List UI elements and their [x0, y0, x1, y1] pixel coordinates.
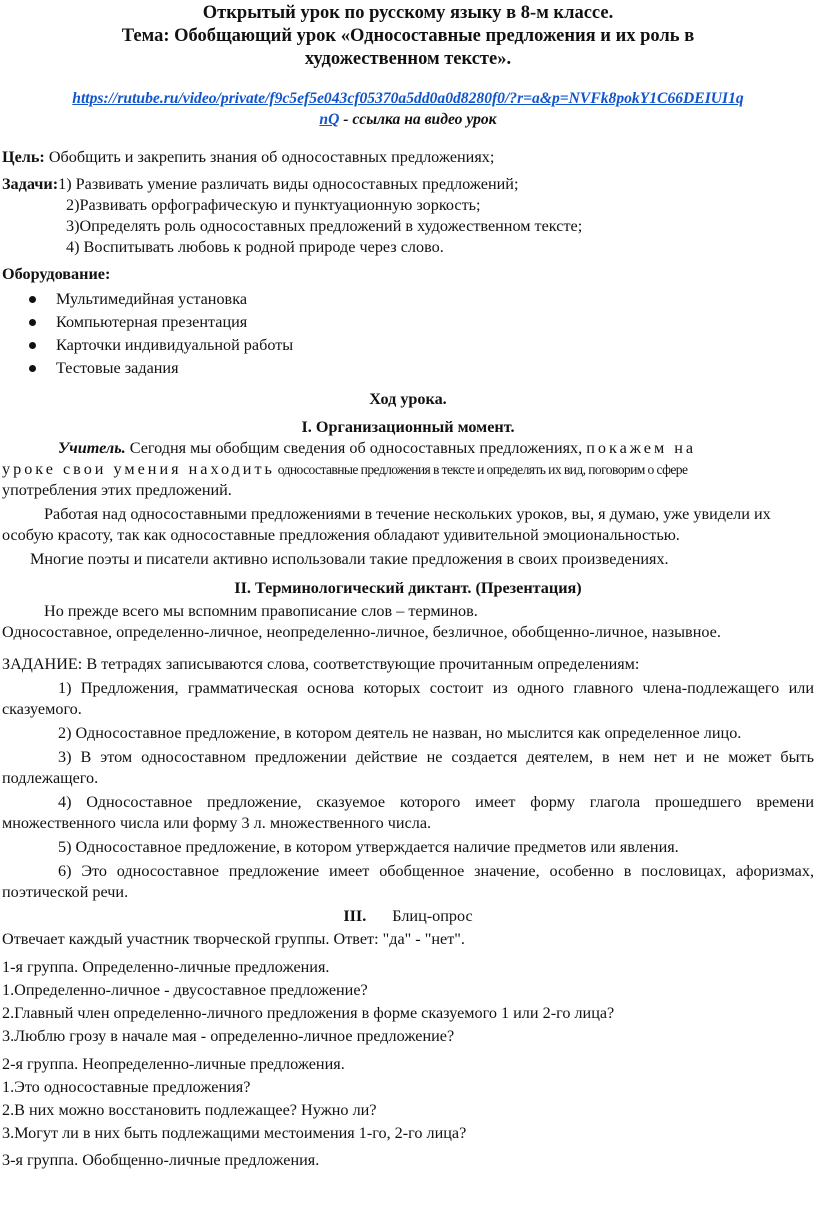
lesson-heading: Ход урока. — [369, 390, 447, 408]
goal-label: Цель: — [2, 148, 45, 166]
group-2-question: 2.В них можно восстановить подлежащее? Нужно ли? — [2, 1101, 377, 1119]
dictation-intro: Но прежде всего мы вспомним правописание слов – терминов. — [44, 602, 478, 620]
definition-item: 3) В этом односоставном предложении действие не создается деятелем, в нем нет и не может быть подлежащего. — [2, 748, 814, 787]
tasks-block — [0, 174, 816, 258]
list-item: Тестовые задания — [0, 357, 816, 380]
video-link-continuation[interactable]: nQ — [319, 111, 340, 128]
bullet-icon — [29, 296, 36, 303]
definition-item: 2) Односоставное предложение, в котором деятель не назван, но мыслится как определенное лицо. — [58, 724, 742, 742]
title-line-2: Тема: Обобщающий урок «Односоставные предложения и их роль в — [121, 26, 695, 46]
task-item: 1) Развивать умение различать виды односоставных предложений; — [58, 175, 519, 193]
video-link[interactable]: https://rutube.ru/video/private/f9c5ef5e043cf05370a5dd0a0d8280f0/?r=a&p=NVFk8pokY1C66DEIUI1q — [72, 90, 744, 107]
goal-line — [0, 147, 816, 168]
list-item: Карточки индивидуальной работы — [0, 334, 816, 357]
definition-item: 6) Это односоставное предложение имеет обобщенное значение, особенно в пословицах, афоризмах, поэтической речи. — [2, 862, 814, 901]
section-3-heading — [0, 906, 816, 927]
group-2-question: 1.Это односоставные предложения? — [2, 1078, 251, 1096]
section-2-heading: II. Терминологический диктант. (Презентация) — [234, 579, 582, 597]
list-item: Компьютерная презентация — [0, 311, 816, 334]
goal-text: Обобщить и закрепить знания об односоставных предложениях; — [44, 148, 495, 166]
task-item: 2)Развивать орфографическую и пунктуационную зоркость; — [66, 196, 481, 214]
teacher-paragraph-line3: употребления этих предложений. — [2, 481, 232, 499]
bullet-icon — [29, 319, 36, 326]
section-3-number: III. — [343, 907, 367, 925]
assignment-text: ЗАДАНИЕ: В тетрадях записываются слова, соответствующие прочитанным определениям: — [2, 655, 640, 673]
definition-item: 5) Односоставное предложение, в котором утверждается наличие предметов или явления. — [58, 838, 679, 856]
video-link-block — [0, 88, 816, 130]
teacher-label: Учитель. — [58, 439, 126, 457]
group-2-question: 3.Могут ли в них быть подлежащими местоимения 1-го, 2-го лица? — [2, 1124, 467, 1142]
video-link-caption: - ссылка на видео урок — [339, 111, 497, 128]
task-item: 3)Определять роль односоставных предложений в художественном тексте; — [66, 217, 583, 235]
bullet-icon — [29, 365, 36, 372]
title-line-1: Открытый урок по русскому языку в 8-м классе. — [202, 3, 614, 23]
paragraph-2: Работая над односоставными предложениями в течение нескольких уроков, вы, я думаю, уже увидели их особую красоту, так как односоставные предложения обладают удивительной эмоциональностью. — [2, 505, 771, 544]
equipment-list — [0, 288, 816, 380]
list-item: Мультимедийная установка — [0, 288, 816, 311]
group-1-title: 1-я группа. Определенно-личные предложения. — [2, 958, 330, 976]
definition-item: 4) Односоставное предложение, сказуемое которого имеет форму глагола прошедшего времени множественного числа или форму 3 л. множественного числа. — [2, 793, 814, 832]
group-1-question: 2.Главный член определенно-личного предложения в форме сказуемого 1 или 2-го лица? — [2, 1004, 615, 1022]
group-3-title: 3-я группа. Обобщенно-личные предложения. — [2, 1151, 320, 1169]
document-page — [0, 2, 816, 1214]
equipment-heading: Оборудование: — [2, 265, 111, 283]
teacher-paragraph: Учитель. Сегодня мы обобщим сведения об односоставных предложениях, покажем на — [58, 439, 697, 457]
definition-item: 1) Предложения, грамматическая основа которых состоит из одного главного члена-подлежащего или сказуемого. — [2, 679, 814, 718]
dictation-terms: Односоставное, определенно-личное, неопределенно-личное, безличное, обобщенно-личное, назывное. — [2, 623, 721, 641]
bullet-icon — [29, 342, 36, 349]
blitz-intro: Отвечает каждый участник творческой группы. Ответ: "да" - "нет". — [2, 930, 465, 948]
title-line-3: художественном тексте». — [304, 49, 512, 69]
section-1-heading: I. Организационный момент. — [301, 418, 515, 436]
section-3-title: Блиц-опрос — [392, 907, 473, 925]
task-item: 4) Воспитывать любовь к родной природе через слово. — [66, 238, 444, 256]
document-title — [0, 2, 816, 71]
group-1-question: 1.Определенно-личное - двусоставное предложение? — [2, 981, 368, 999]
tasks-label: Задачи: — [2, 175, 59, 193]
group-1-question: 3.Люблю грозу в начале мая - определенно-личное предложение? — [2, 1027, 455, 1045]
teacher-paragraph-line2: уроке свои умения находить односоставные предложения в тексте и определять их вид, поговорим о сфере — [2, 460, 688, 478]
group-2-title: 2-я группа. Неопределенно-личные предложения. — [2, 1055, 345, 1073]
paragraph-3: Многие поэты и писатели активно использовали такие предложения в своих произведениях. — [30, 550, 669, 568]
